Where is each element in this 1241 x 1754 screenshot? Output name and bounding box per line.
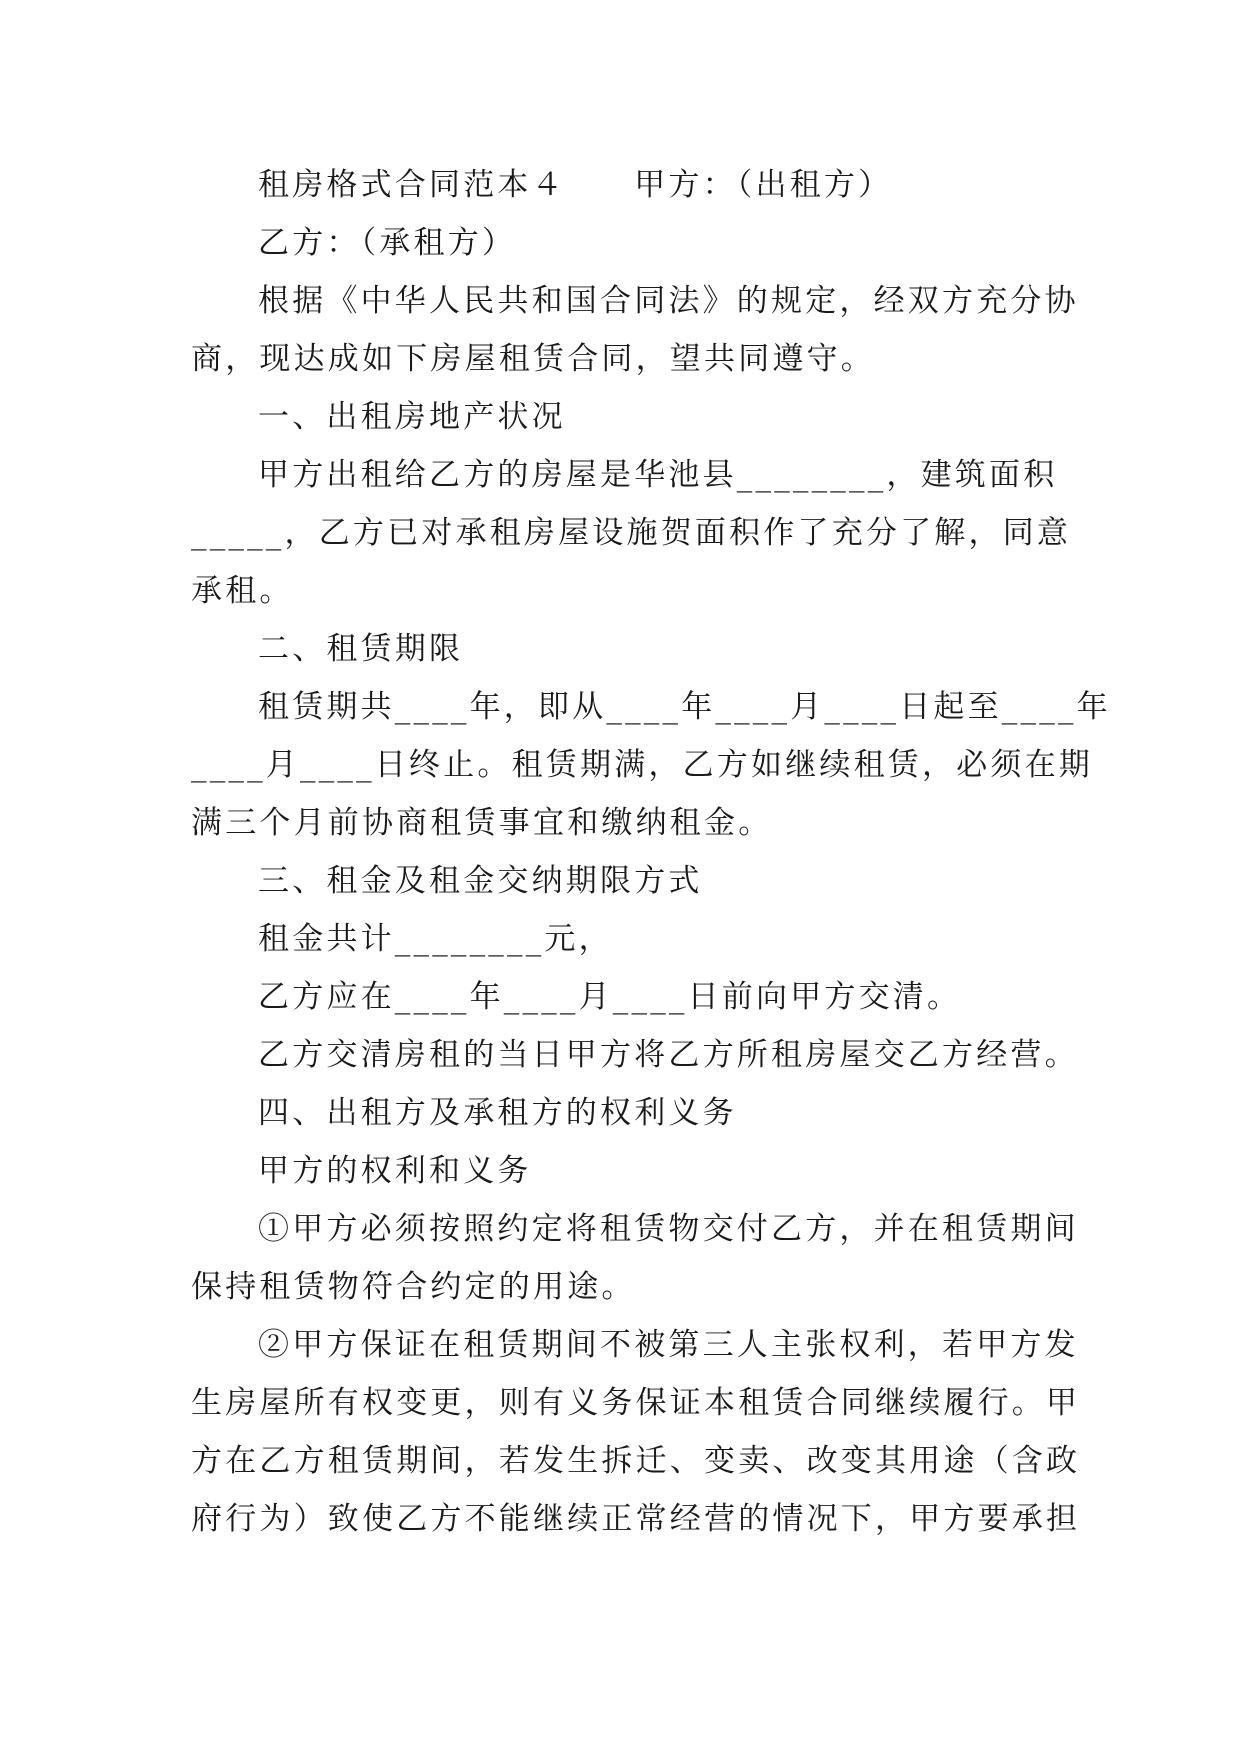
section-4-heading: 四、出租方及承租方的权利义务 — [258, 1095, 737, 1131]
section-2-line-1: 租赁期共____年，即从____年____月____日起至____年 — [258, 689, 1111, 725]
section-3-line-3: 乙方交清房租的当日甲方将乙方所租房屋交乙方经营。 — [258, 1037, 1079, 1073]
clause-2-line-4: 府行为）致使乙方不能继续正常经营的情况下，甲方要承担 — [191, 1501, 1081, 1537]
section-2-heading: 二、租赁期限 — [258, 631, 464, 667]
party-b-line: 乙方：（承租方） — [258, 225, 517, 261]
intro-line-2: 商，现达成如下房屋租赁合同，望共同遵守。 — [191, 341, 875, 377]
section-3-heading: 三、租金及租金交纳期限方式 — [258, 863, 703, 899]
clause-1-line-2: 保持租赁物符合约定的用途。 — [191, 1269, 636, 1305]
intro-line-1: 根据《中华人民共和国合同法》的规定，经双方充分协 — [258, 283, 1079, 319]
section-2-line-3: 满三个月前协商租赁事宜和缴纳租金。 — [191, 805, 773, 841]
section-1-heading: 一、出租房地产状况 — [258, 399, 566, 435]
section-3-line-2: 乙方应在____年____月____日前向甲方交清。 — [258, 979, 962, 1015]
clause-2-line-2: 生房屋所有权变更，则有义务保证本租赁合同继续履行。甲 — [191, 1385, 1081, 1421]
clause-1-line-1: ①甲方必须按照约定将租赁物交付乙方，并在租赁期间 — [258, 1211, 1079, 1247]
section-3-line-1: 租金共计________元， — [258, 921, 613, 957]
section-1-line-3: 承租。 — [191, 573, 294, 609]
section-1-line-2: _____，乙方已对承租房屋设施贺面积作了充分了解，同意 — [191, 515, 1072, 551]
section-2-line-2: ____月____日终止。租赁期满，乙方如继续租赁，必须在期 — [191, 747, 1093, 783]
clause-2-line-3: 方在乙方租赁期间，若发生拆迁、变卖、改变其用途（含政 — [191, 1443, 1081, 1479]
title-line: 租房格式合同范本４ 甲方：（出租方） — [258, 167, 893, 203]
clause-2-line-1: ②甲方保证在租赁期间不被第三人主张权利，若甲方发 — [258, 1327, 1079, 1363]
section-1-line-1: 甲方出租给乙方的房屋是华池县________，建筑面积 — [258, 457, 1058, 493]
party-a-rights-heading: 甲方的权利和义务 — [258, 1153, 532, 1189]
